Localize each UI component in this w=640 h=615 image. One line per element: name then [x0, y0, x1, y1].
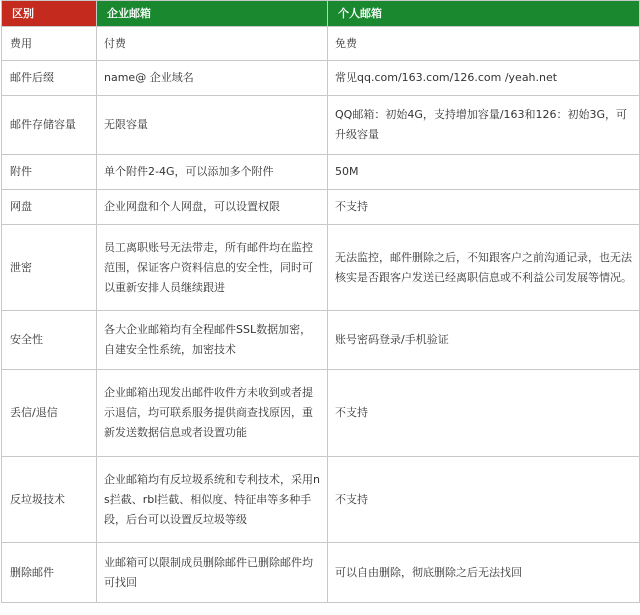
personal-cell: 可以自由删除，彻底删除之后无法找回 [328, 543, 640, 603]
table-row [2, 457, 640, 543]
table-row [2, 311, 640, 370]
enterprise-cell: 企业网盘和个人网盘，可以设置权限 [97, 190, 328, 225]
personal-cell: 无法监控，邮件删除之后，不知跟客户之前沟通记录，也无法核实是否跟客户发送已经离职信息或不利益公司发展等情况。 [328, 225, 640, 311]
table-row [2, 61, 640, 96]
personal-cell: 50M [328, 155, 640, 190]
header-enterprise-cell: 企业邮箱 [97, 1, 328, 27]
personal-cell: 账号密码登录/手机验证 [328, 311, 640, 370]
row-label-cell: 邮件后缀 [2, 61, 97, 96]
enterprise-cell: 业邮箱可以限制成员删除邮件已删除邮件均可找回 [97, 543, 328, 603]
row-label-cell: 安全性 [2, 311, 97, 370]
table-row [2, 96, 640, 155]
enterprise-cell: 企业邮箱出现发出邮件收件方未收到或者提示退信，均可联系服务提供商查找原因，重新发送数据信息或者设置功能 [97, 370, 328, 457]
table-row [2, 190, 640, 225]
table-row [2, 370, 640, 457]
personal-cell: 不支持 [328, 190, 640, 225]
table-row [2, 27, 640, 61]
row-label-cell: 泄密 [2, 225, 97, 311]
personal-cell: 不支持 [328, 370, 640, 457]
personal-cell: 不支持 [328, 457, 640, 543]
enterprise-cell: 员工离职账号无法带走，所有邮件均在监控范围，保证客户资料信息的安全性，同时可以重新安排人员继续跟进 [97, 225, 328, 311]
table-row [2, 543, 640, 603]
row-label-cell: 网盘 [2, 190, 97, 225]
personal-cell: 常见qq.com/163.com/126.com /yeah.net [328, 61, 640, 96]
row-label-cell: 删除邮件 [2, 543, 97, 603]
enterprise-cell: 无限容量 [97, 96, 328, 155]
row-label-cell: 丢信/退信 [2, 370, 97, 457]
header-personal-cell: 个人邮箱 [328, 1, 640, 27]
row-label-cell: 反垃圾技术 [2, 457, 97, 543]
row-label-cell: 费用 [2, 27, 97, 61]
enterprise-cell: 付费 [97, 27, 328, 61]
personal-cell: 免费 [328, 27, 640, 61]
enterprise-cell: 单个附件2-4G，可以添加多个附件 [97, 155, 328, 190]
enterprise-cell: name@ 企业域名 [97, 61, 328, 96]
table-row [2, 155, 640, 190]
row-label-cell: 附件 [2, 155, 97, 190]
table-row [2, 225, 640, 311]
personal-cell: QQ邮箱：初始4G，支持增加容量/163和126：初始3G，可升级容量 [328, 96, 640, 155]
enterprise-cell: 企业邮箱均有反垃圾系统和专利技术，采用ns拦截、rbl拦截、相似度、特征串等多种手段，后台可以设置反垃圾等级 [97, 457, 328, 543]
comparison-table [1, 0, 640, 603]
row-label-cell: 邮件存储容量 [2, 96, 97, 155]
enterprise-cell: 各大企业邮箱均有全程邮件SSL数据加密，自建安全性系统，加密技术 [97, 311, 328, 370]
header-row [2, 1, 640, 27]
header-label-cell: 区别 [2, 1, 97, 27]
